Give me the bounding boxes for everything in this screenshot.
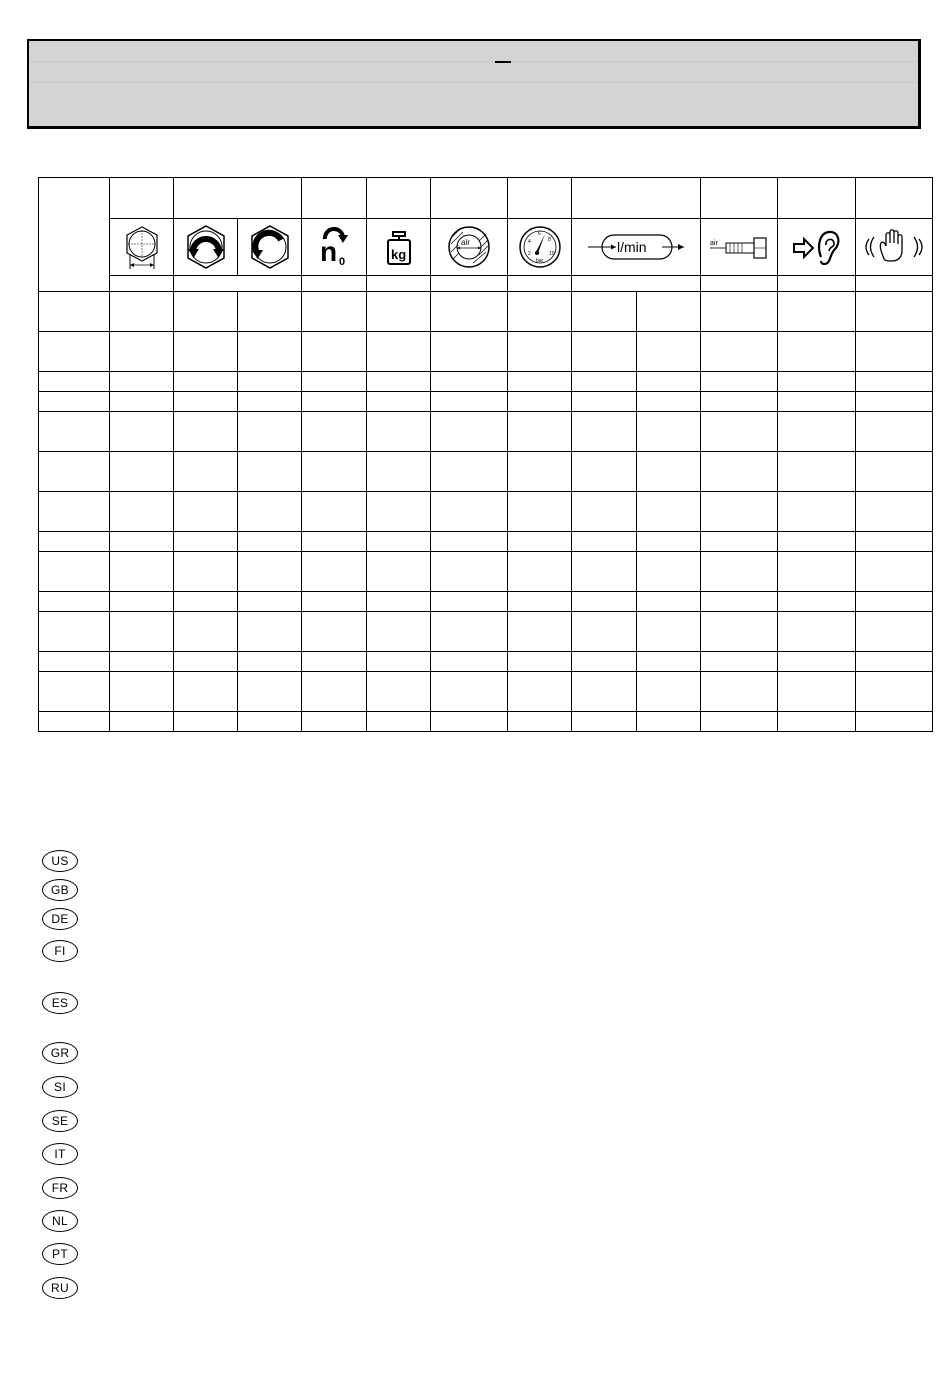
svg-text:2: 2 (527, 251, 531, 257)
air-hose-icon (701, 219, 778, 276)
unit-cell (508, 276, 572, 292)
table-cell (174, 592, 238, 612)
language-de-badge: DE (42, 908, 78, 930)
table-row (39, 492, 933, 532)
table-cell (637, 412, 701, 452)
table-cell (110, 592, 174, 612)
table-cell (778, 412, 856, 452)
header-cell (110, 178, 174, 219)
table-cell (39, 372, 110, 392)
table-cell (637, 672, 701, 712)
table-cell (367, 332, 431, 372)
table-cell (110, 392, 174, 412)
table-cell (637, 712, 701, 732)
table-cell (778, 452, 856, 492)
table-cell (39, 332, 110, 372)
table-cell (238, 392, 302, 412)
table-cell (302, 332, 367, 372)
table-cell (110, 492, 174, 532)
table-cell (174, 332, 238, 372)
table-cell (431, 392, 508, 412)
table-cell (508, 532, 572, 552)
table-row (39, 392, 933, 412)
svg-text:bar: bar (535, 258, 543, 264)
table-cell (367, 392, 431, 412)
table-cell (431, 532, 508, 552)
table-cell (701, 372, 778, 392)
unit-cell (367, 276, 431, 292)
table-cell (856, 652, 933, 672)
table-cell (302, 372, 367, 392)
table-cell (508, 412, 572, 452)
unit-cell (778, 276, 856, 292)
table-cell (238, 532, 302, 552)
table-cell (701, 712, 778, 732)
unit-cell (174, 276, 302, 292)
table-cell (174, 612, 238, 652)
table-cell (238, 612, 302, 652)
table-cell (701, 672, 778, 712)
table-cell (637, 492, 701, 532)
table-cell (39, 612, 110, 652)
table-cell (572, 372, 637, 392)
table-cell (174, 652, 238, 672)
table-cell (778, 712, 856, 732)
table-cell (174, 552, 238, 592)
table-cell (174, 492, 238, 532)
table-cell (110, 612, 174, 652)
table-cell (856, 332, 933, 372)
specification-table (38, 177, 933, 732)
table-cell (302, 292, 367, 332)
table-cell (39, 712, 110, 732)
table-cell (701, 592, 778, 612)
table-cell (431, 492, 508, 532)
table-cell (39, 592, 110, 612)
table-cell (367, 652, 431, 672)
table-cell (572, 392, 637, 412)
table-cell (110, 412, 174, 452)
table-cell (367, 552, 431, 592)
table-cell (856, 712, 933, 732)
table-cell (238, 652, 302, 672)
table-cell (778, 592, 856, 612)
table-cell (701, 392, 778, 412)
table-cell (238, 672, 302, 712)
table-cell (856, 292, 933, 332)
language-nl-badge: NL (42, 1210, 78, 1232)
table-cell (572, 292, 637, 332)
table-cell (367, 532, 431, 552)
table-cell (238, 452, 302, 492)
table-cell (508, 712, 572, 732)
table-cell (701, 492, 778, 532)
speed-symbol: n (320, 236, 338, 267)
table-cell (701, 552, 778, 592)
table-cell (572, 492, 637, 532)
table-cell (39, 392, 110, 412)
table-cell (431, 452, 508, 492)
weight-unit: kg (390, 247, 406, 262)
table-cell (508, 292, 572, 332)
table-cell (508, 652, 572, 672)
header-icon-row (39, 219, 933, 276)
table-cell (302, 492, 367, 532)
flow-unit: l/min (617, 239, 647, 255)
unit-cell (302, 276, 367, 292)
table-row (39, 712, 933, 732)
table-cell (637, 552, 701, 592)
weight-icon (367, 219, 431, 276)
table-cell (856, 492, 933, 532)
header-row-top (39, 178, 933, 219)
vibration-icon (856, 219, 933, 276)
table-cell (238, 712, 302, 732)
table-cell (637, 452, 701, 492)
table-cell (701, 612, 778, 652)
table-cell (174, 452, 238, 492)
language-es-badge: ES (42, 992, 78, 1014)
unit-cell (701, 276, 778, 292)
table-cell (174, 532, 238, 552)
table-cell (572, 412, 637, 452)
table-cell (302, 672, 367, 712)
table-cell (572, 612, 637, 652)
table-cell (238, 372, 302, 392)
table-cell (778, 332, 856, 372)
language-pt-badge: PT (42, 1243, 78, 1265)
table-cell (39, 552, 110, 592)
header-cell (367, 178, 431, 219)
table-cell (856, 372, 933, 392)
table-cell (238, 552, 302, 592)
table-cell (701, 452, 778, 492)
table-cell (508, 372, 572, 392)
table-cell (637, 292, 701, 332)
table-cell (302, 532, 367, 552)
table-cell (174, 372, 238, 392)
table-row (39, 652, 933, 672)
language-gr-badge: GR (42, 1042, 78, 1064)
language-si-badge: SI (42, 1076, 78, 1098)
unit-cell (431, 276, 508, 292)
table-cell (856, 532, 933, 552)
table-cell (431, 712, 508, 732)
table-cell (572, 332, 637, 372)
svg-text:6: 6 (537, 231, 541, 237)
table-cell (856, 672, 933, 712)
table-cell (431, 292, 508, 332)
table-cell (572, 552, 637, 592)
table-cell (431, 332, 508, 372)
table-cell (39, 412, 110, 452)
table-cell (637, 592, 701, 612)
header-units-row (39, 276, 933, 292)
language-it-badge: IT (42, 1143, 78, 1165)
table-row (39, 372, 933, 392)
table-cell (778, 372, 856, 392)
table-cell (39, 452, 110, 492)
table-cell (778, 532, 856, 552)
table-cell (701, 652, 778, 672)
table-cell (238, 492, 302, 532)
table-row (39, 412, 933, 452)
table-cell (778, 492, 856, 532)
header-cell (701, 178, 778, 219)
table-cell (508, 392, 572, 412)
table-cell (174, 292, 238, 332)
table-cell (238, 332, 302, 372)
table-cell (110, 712, 174, 732)
table-cell (302, 552, 367, 592)
table-cell (302, 412, 367, 452)
table-cell (508, 612, 572, 652)
table-cell (572, 712, 637, 732)
header-cell (856, 178, 933, 219)
table-cell (778, 552, 856, 592)
air-consumption-icon (572, 219, 701, 276)
header-cell (572, 178, 701, 219)
table-cell (302, 652, 367, 672)
table-cell (367, 372, 431, 392)
table-cell (856, 452, 933, 492)
table-cell (238, 592, 302, 612)
header-cell (778, 178, 856, 219)
free-speed-icon (302, 219, 367, 276)
svg-text:8: 8 (547, 237, 551, 243)
table-cell (110, 452, 174, 492)
header-cell (508, 178, 572, 219)
language-ru-badge: RU (42, 1277, 78, 1299)
svg-text:10: 10 (548, 251, 555, 257)
table-cell (302, 612, 367, 652)
table-cell (367, 612, 431, 652)
svg-text:4: 4 (527, 239, 531, 245)
table-cell (302, 592, 367, 612)
table-row (39, 672, 933, 712)
table-cell (637, 612, 701, 652)
table-cell (174, 412, 238, 452)
table-cell (572, 532, 637, 552)
model-header-cell (39, 178, 110, 292)
table-cell (431, 412, 508, 452)
table-cell (110, 332, 174, 372)
tighten-clockwise-icon (174, 219, 238, 276)
wrench-size-icon (110, 219, 174, 276)
table-cell (856, 552, 933, 592)
table-cell (367, 712, 431, 732)
table-cell (701, 412, 778, 452)
table-cell (367, 412, 431, 452)
table-cell (110, 532, 174, 552)
loosen-counterclockwise-icon (238, 219, 302, 276)
table-cell (856, 592, 933, 612)
table-cell (701, 332, 778, 372)
table-row (39, 612, 933, 652)
table-cell (39, 652, 110, 672)
table-cell (778, 672, 856, 712)
table-cell (572, 452, 637, 492)
table-cell (367, 452, 431, 492)
table-cell (508, 552, 572, 592)
banner-line (29, 82, 918, 83)
unit-cell (856, 276, 933, 292)
table-cell (367, 492, 431, 532)
table-cell (572, 672, 637, 712)
speed-subscript: 0 (339, 256, 346, 267)
table-cell (508, 332, 572, 372)
table-cell (572, 652, 637, 672)
table-row (39, 292, 933, 332)
table-cell (778, 652, 856, 672)
table-row (39, 452, 933, 492)
table-row (39, 532, 933, 552)
thread-label: air (461, 238, 470, 247)
table-cell (856, 412, 933, 452)
table-cell (302, 712, 367, 732)
table-cell (701, 532, 778, 552)
table-cell (110, 372, 174, 392)
table-cell (110, 652, 174, 672)
banner-dash (495, 61, 511, 63)
table-cell (572, 592, 637, 612)
table-cell (431, 592, 508, 612)
table-cell (174, 392, 238, 412)
language-gb-badge: GB (42, 879, 78, 901)
language-se-badge: SE (42, 1110, 78, 1132)
table-cell (39, 672, 110, 712)
table-cell (431, 672, 508, 712)
noise-level-icon (778, 219, 856, 276)
table-cell (238, 412, 302, 452)
table-cell (778, 292, 856, 332)
table-cell (701, 292, 778, 332)
table-cell (367, 292, 431, 332)
table-cell (302, 452, 367, 492)
table-cell (637, 652, 701, 672)
table-cell (367, 592, 431, 612)
unit-cell (572, 276, 701, 292)
table-cell (39, 532, 110, 552)
table-cell (238, 292, 302, 332)
table-cell (174, 712, 238, 732)
language-fi-badge: FI (42, 940, 78, 962)
table-cell (778, 612, 856, 652)
table-cell (637, 372, 701, 392)
table-cell (431, 372, 508, 392)
header-cell (174, 178, 302, 219)
table-cell (39, 492, 110, 532)
table-cell (778, 392, 856, 412)
table-cell (110, 292, 174, 332)
table-cell (110, 552, 174, 592)
table-cell (637, 392, 701, 412)
table-cell (508, 452, 572, 492)
language-us-badge: US (42, 850, 78, 872)
table-cell (431, 552, 508, 592)
table-cell (856, 612, 933, 652)
table-cell (508, 592, 572, 612)
header-cell (302, 178, 367, 219)
table-cell (637, 532, 701, 552)
table-cell (508, 492, 572, 532)
table-cell (367, 672, 431, 712)
hose-label: air (710, 240, 718, 247)
table-cell (431, 652, 508, 672)
table-cell (174, 672, 238, 712)
table-row (39, 552, 933, 592)
header-banner (27, 39, 921, 129)
table-cell (508, 672, 572, 712)
table-cell (110, 672, 174, 712)
banner-line (29, 61, 918, 62)
table-cell (302, 392, 367, 412)
air-pressure-gauge-icon (508, 219, 572, 276)
table-cell (39, 292, 110, 332)
language-fr-badge: FR (42, 1177, 78, 1199)
table-cell (637, 332, 701, 372)
header-cell (431, 178, 508, 219)
table-row (39, 332, 933, 372)
air-inlet-thread-icon (431, 219, 508, 276)
table-cell (431, 612, 508, 652)
unit-cell (110, 276, 174, 292)
table-cell (856, 392, 933, 412)
table-row (39, 592, 933, 612)
